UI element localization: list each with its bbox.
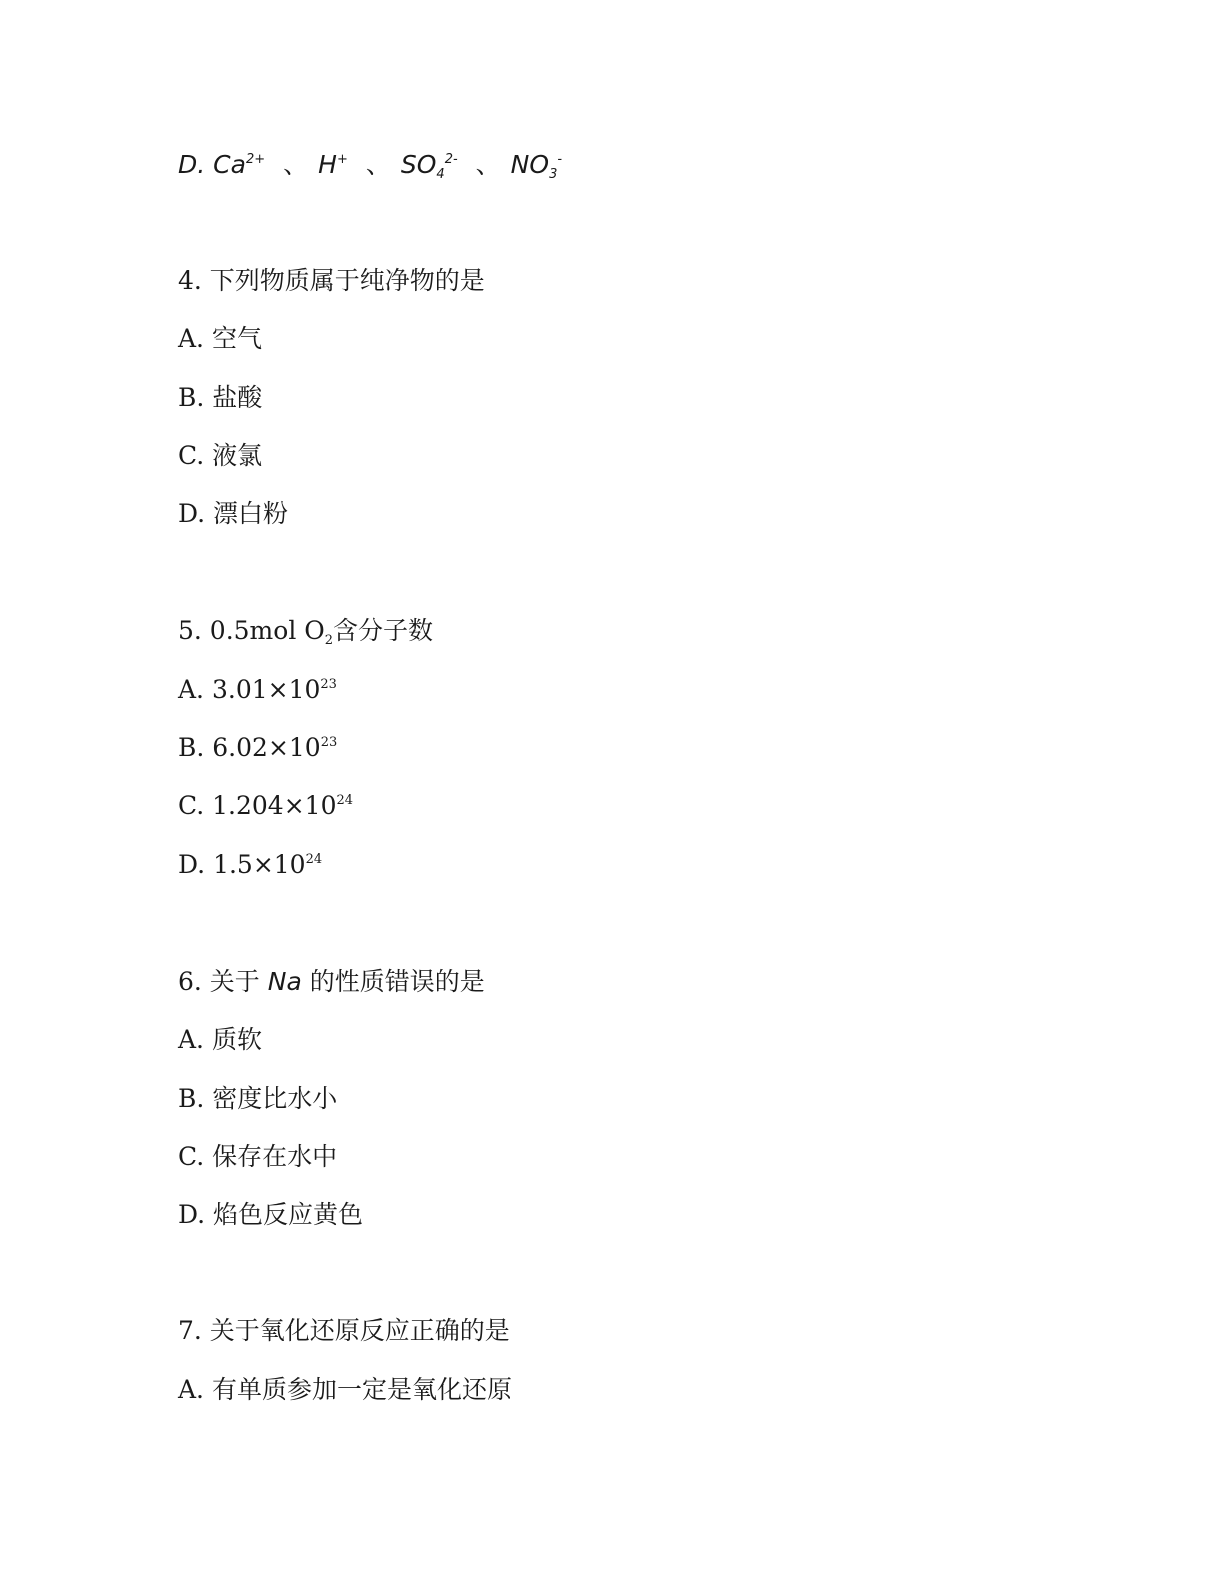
q6-option-c: C. 保存在水中 bbox=[178, 1142, 338, 1171]
sodium-symbol: Na bbox=[267, 967, 302, 996]
q4-option-c: C. 液氯 bbox=[178, 441, 263, 470]
ion-ca: $Ca^{2+}$ bbox=[213, 150, 266, 179]
q7-stem: 7. 关于氧化还原反应正确的是 bbox=[178, 1316, 510, 1345]
q6-option-a: A. 质软 bbox=[178, 1025, 262, 1054]
q4-option-d: D. 漂白粉 bbox=[178, 499, 289, 528]
q5-option-b: B. $6.02\times 10^{23}$ bbox=[178, 733, 338, 762]
q6-option-d: D. 焰色反应黄色 bbox=[178, 1200, 364, 1229]
q5-option-c: C. $1.204\times 10^{24}$ bbox=[178, 791, 354, 820]
ion-no3: $NO_3^-$ bbox=[510, 150, 563, 182]
q4-option-b: B. 盐酸 bbox=[178, 383, 263, 412]
q4-option-a: A. 空气 bbox=[178, 324, 262, 353]
q6-option-b: B. 密度比水小 bbox=[178, 1084, 338, 1113]
separator: 、 bbox=[283, 150, 309, 179]
q3-option-d bbox=[178, 148, 562, 182]
ion-h: H+ bbox=[318, 150, 348, 179]
q4-stem: 4. 下列物质属于纯净物的是 bbox=[178, 266, 485, 295]
q7-option-a: A. 有单质参加一定是氧化还原 bbox=[178, 1375, 512, 1404]
ion-so4: $SO_4^{2-}$ bbox=[400, 150, 458, 182]
q5-option-d: D. $1.5\times 10^{24}$ bbox=[178, 850, 323, 879]
q6-stem: 6. 关于 Na 的性质错误的是 bbox=[178, 967, 485, 996]
q5-option-a: A. $3.01\times 10^{23}$ bbox=[178, 675, 337, 704]
separator: 、 bbox=[365, 150, 391, 179]
separator: 、 bbox=[475, 150, 501, 179]
q3-option-d-label: D. bbox=[178, 150, 206, 179]
q5-stem: 5. 0.5mol $O_2$含分子数 bbox=[178, 616, 434, 648]
